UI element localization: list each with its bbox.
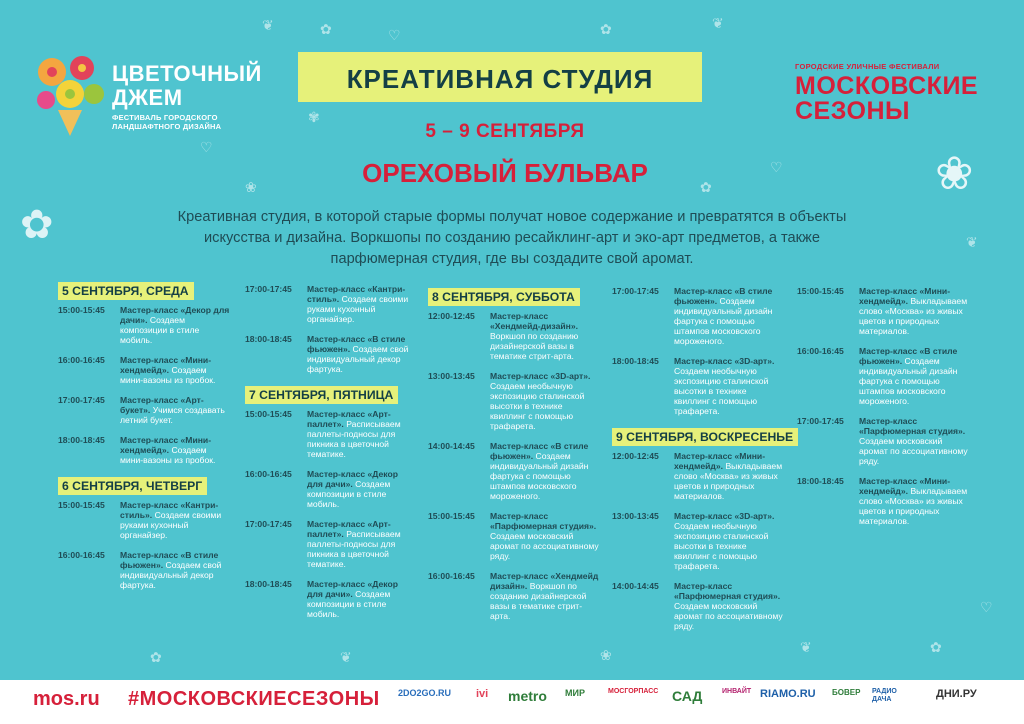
- event-title: Мастер-класс «В стиле фьюжен».: [859, 346, 958, 366]
- event-description: Расписываем паллеты-подносы для пикника в цветочной тематике.: [307, 419, 401, 459]
- event-title: Мастер-класс «Парфюмерная студия».: [490, 511, 597, 531]
- partner-logo: ivi: [476, 688, 489, 700]
- event-body: [120, 500, 230, 540]
- event-description: Создаем необычную экспозицию сталинской высотки в технике квиллинг с помощью трафарета.: [674, 366, 769, 416]
- schedule-event: [612, 356, 784, 416]
- day-events: [58, 500, 230, 590]
- event-description: Создаем свой индивидуальный декор фартука.: [120, 560, 222, 590]
- schedule-column-4: [612, 286, 794, 641]
- event-description: Создаем своими руками кухонный органайзер.: [307, 294, 409, 324]
- event-time: 15:00-15:45: [428, 511, 475, 521]
- partner-logo: БОВЕР: [832, 688, 861, 697]
- event-body: [859, 286, 969, 336]
- event-title: Мастер-класс «Декор для дачи».: [307, 469, 398, 489]
- event-description: Создаем индивидуальный дизайн фартука с помощью штампов московского мороженого.: [674, 296, 773, 346]
- festival-logo-subtitle: ФЕСТИВАЛЬ ГОРОДСКОГО ЛАНДШАФТНОГО ДИЗАЙНА: [112, 113, 222, 131]
- event-time: 13:00-13:45: [612, 511, 659, 521]
- day-events: [245, 284, 413, 374]
- event-body: [307, 409, 413, 459]
- leaf-icon: ❦: [262, 17, 274, 33]
- event-title: Мастер-класс «3D-арт».: [490, 371, 591, 381]
- event-description: Учимся создавать летний букет.: [120, 405, 225, 425]
- event-title: Мастер-класс «В стиле фьюжен».: [674, 286, 773, 306]
- event-body: [674, 511, 784, 571]
- partner-logo: РАДИО ДАЧА: [872, 688, 897, 703]
- flower-icon: ✿: [930, 639, 942, 655]
- flower-icon: ❀: [600, 647, 612, 663]
- event-description: Создаем московский аромат по ассоциативному ряду.: [490, 531, 599, 561]
- festival-logo-title: ЦВЕТОЧНЫЙ ДЖЕМ: [112, 61, 262, 110]
- flower-icon: ❀: [245, 179, 257, 195]
- event-time: 15:00-15:45: [58, 500, 105, 510]
- event-title: Мастер-класс «Арт-паллет».: [307, 519, 391, 539]
- schedule-event: [245, 409, 413, 459]
- hashtag: #МОСКОВСКИЕСЕЗОНЫ: [128, 688, 380, 710]
- site-link[interactable]: mos.ru: [33, 688, 100, 710]
- partner-logo: САД: [672, 688, 703, 704]
- event-description: Выкладываем слово «Москва» из живых цветов и природных материалов.: [859, 486, 968, 526]
- event-title: Мастер-класс «Парфюмерная студия».: [674, 581, 781, 601]
- event-body: [490, 511, 600, 561]
- schedule-event: [245, 284, 413, 324]
- partner-logo: RIAMO.RU: [760, 688, 816, 700]
- partner-logo: МИР: [565, 688, 585, 698]
- partner-logo: ДНИ.РУ: [936, 688, 977, 700]
- day-events: [245, 409, 413, 619]
- schedule-event: [245, 334, 413, 374]
- event-description: Воркшоп по созданию дизайнерской вазы в тематике стрит-арта.: [490, 581, 587, 621]
- day-events: [612, 286, 784, 416]
- event-body: [490, 571, 600, 621]
- schedule-event: [245, 579, 413, 619]
- schedule-event: [428, 311, 600, 361]
- schedule-event: [428, 511, 600, 561]
- event-description: Создаем своими руками кухонный органайзер.: [120, 510, 222, 540]
- event-time: 18:00-18:45: [612, 356, 659, 366]
- event-title: Мастер-класс «Мини-хендмейд».: [674, 451, 766, 471]
- schedule-event: [58, 550, 230, 590]
- day-header: 8 СЕНТЯБРЯ, СУББОТА: [428, 288, 580, 306]
- event-time: 18:00-18:45: [58, 435, 105, 445]
- event-time: 17:00-17:45: [245, 284, 292, 294]
- event-body: [674, 356, 784, 416]
- event-title: Мастер-класс «Мини-хендмейд».: [859, 286, 951, 306]
- event-description: Создаем композиции в стиле мобиль.: [120, 315, 200, 345]
- event-description: Создаем мини-вазоны из пробок.: [120, 445, 216, 465]
- schedule-event: [797, 286, 969, 336]
- day-events: [612, 451, 784, 631]
- schedule-event: [58, 355, 230, 385]
- event-time: 13:00-13:45: [428, 371, 475, 381]
- event-body: [674, 581, 784, 631]
- event-time: 15:00-15:45: [797, 286, 844, 296]
- event-body: [859, 346, 969, 406]
- event-time: 15:00-15:45: [245, 409, 292, 419]
- event-time: 15:00-15:45: [58, 305, 105, 315]
- event-title: Мастер-класс «Мини-хендмейд».: [120, 435, 212, 455]
- event-title: Мастер-класс «Кантри-стиль».: [120, 500, 219, 520]
- event-description: Выкладываем слово «Москва» из живых цветов и природных материалов.: [859, 296, 968, 336]
- event-time: 17:00-17:45: [58, 395, 105, 405]
- event-description: Создаем композиции в стиле мобиль.: [307, 589, 391, 619]
- event-place: ОРЕХОВЫЙ БУЛЬВАР: [362, 158, 648, 188]
- schedule-event: [245, 519, 413, 569]
- event-title: Мастер-класс «Декор для дачи».: [120, 305, 230, 325]
- event-title: Мастер-класс «3D-арт».: [674, 511, 775, 521]
- flower-icon: ✿: [320, 21, 332, 37]
- partner-logo: МОСГОРПАСС: [608, 688, 659, 695]
- schedule-event: [612, 511, 784, 571]
- heart-icon: ♡: [388, 27, 401, 43]
- flower-icon: ✿: [150, 649, 162, 665]
- day-header: 6 СЕНТЯБРЯ, ЧЕТВЕРГ: [58, 477, 207, 495]
- seasons-logo-caption: ГОРОДСКИЕ УЛИЧНЫЕ ФЕСТИВАЛИ: [795, 62, 940, 71]
- leaf-icon: ❦: [712, 15, 724, 31]
- heart-icon: ♡: [770, 159, 783, 175]
- schedule-event: [428, 441, 600, 501]
- day-events: [797, 286, 969, 526]
- schedule-event: [428, 371, 600, 431]
- schedule-event: [797, 476, 969, 526]
- schedule-event: [797, 346, 969, 406]
- event-description: Расписываем паллеты-подносы для пикника в цветочной тематике.: [307, 529, 401, 569]
- seasons-logo-title: МОСКОВСКИЕ СЕЗОНЫ: [795, 72, 979, 125]
- heart-icon: ♡: [200, 139, 213, 155]
- event-title: Мастер-класс «В стиле фьюжен».: [307, 334, 406, 354]
- event-description: Создаем мини-вазоны из пробок.: [120, 365, 216, 385]
- event-time: 16:00-16:45: [245, 469, 292, 479]
- event-body: [490, 311, 600, 361]
- event-time: 12:00-12:45: [612, 451, 659, 461]
- event-title: Мастер-класс «Мини-хендмейд».: [120, 355, 212, 375]
- event-body: [307, 519, 413, 569]
- event-title: Мастер-класс «В стиле фьюжен».: [490, 441, 589, 461]
- event-title: Мастер-класс «Хендмейд дизайн».: [490, 571, 599, 591]
- event-time: 18:00-18:45: [245, 334, 292, 344]
- schedule-event: [58, 305, 230, 345]
- day-header: 7 СЕНТЯБРЯ, ПЯТНИЦА: [245, 386, 398, 404]
- leaf-icon: ❦: [340, 649, 352, 665]
- leaf-icon: ❦: [800, 639, 812, 655]
- partner-logo: metro: [508, 688, 547, 704]
- event-description: Создаем индивидуальный дизайн фартука с помощью штампов московского мороженого.: [490, 451, 589, 501]
- event-body: [674, 286, 784, 346]
- event-time: 17:00-17:45: [245, 519, 292, 529]
- event-description: Воркшоп по созданию дизайнерской вазы в тематике стрит-арта.: [490, 331, 579, 361]
- day-header: 9 СЕНТЯБРЯ, ВОСКРЕСЕНЬЕ: [612, 428, 798, 446]
- event-body: [120, 305, 230, 345]
- day-header: 5 СЕНТЯБРЯ, СРЕДА: [58, 282, 194, 300]
- schedule-event: [612, 451, 784, 501]
- event-description: Создаем свой индивидуальный декор фартука.: [307, 344, 409, 374]
- event-description: Создаем индивидуальный дизайн фартука с помощью штампов московского мороженого.: [859, 356, 958, 406]
- schedule-event: [58, 395, 230, 425]
- partner-logo: ИНВАЙТ: [722, 688, 752, 695]
- schedule-event: [797, 416, 969, 466]
- event-description: Выкладываем слово «Москва» из живых цветов и природных материалов.: [674, 461, 783, 501]
- event-time: 17:00-17:45: [797, 416, 844, 426]
- day-events: [428, 311, 600, 621]
- event-time: 14:00-14:45: [428, 441, 475, 451]
- event-time: 12:00-12:45: [428, 311, 475, 321]
- intro-text: Креативная студия, в которой старые формы получат новое содержание и превратятся в объекты искусства и дизайна. Воркшопы по созданию ресайклинг-арт и эко-арт предметов, а также парфюмерная студия, где вы создадите свой аромат.: [177, 209, 847, 267]
- event-time: 16:00-16:45: [58, 355, 105, 365]
- leaf-icon: ❦: [966, 234, 978, 250]
- schedule-event: [612, 581, 784, 631]
- event-body: [674, 451, 784, 501]
- event-title: Мастер-класс «Кантри-стиль».: [307, 284, 406, 304]
- schedule-event: [58, 500, 230, 540]
- event-body: [307, 469, 413, 509]
- heart-icon: ♡: [980, 599, 993, 615]
- event-description: Создаем композиции в стиле мобиль.: [307, 479, 391, 509]
- event-body: [490, 371, 600, 431]
- event-body: [859, 476, 969, 526]
- event-title: Мастер-класс «Арт-букет».: [120, 395, 204, 415]
- event-description: Создаем необычную экспозицию сталинской высотки в технике квиллинг с помощью трафарета.: [490, 381, 585, 431]
- event-time: 18:00-18:45: [245, 579, 292, 589]
- flower-icon: ✿: [600, 21, 612, 37]
- festival-logo-flowers: [30, 48, 110, 138]
- title-banner: [298, 52, 702, 102]
- schedule-event: [612, 286, 784, 346]
- event-description: Создаем московский аромат по ассоциативному ряду.: [859, 436, 968, 466]
- event-body: [307, 334, 413, 374]
- event-time: 14:00-14:45: [612, 581, 659, 591]
- event-body: [307, 284, 413, 324]
- event-title: Мастер-класс «Парфюмерная студия».: [859, 416, 966, 436]
- day-events: [58, 305, 230, 465]
- event-body: [120, 550, 230, 590]
- event-description: Создаем необычную экспозицию сталинской высотки в технике квиллинг с помощью трафарета.: [674, 521, 769, 571]
- event-body: [120, 435, 230, 465]
- page-title: КРЕАТИВНАЯ СТУДИЯ: [346, 64, 654, 94]
- event-body: [859, 416, 969, 466]
- event-time: 16:00-16:45: [797, 346, 844, 356]
- event-title: Мастер-класс «Арт-паллет».: [307, 409, 391, 429]
- schedule-event: [245, 469, 413, 509]
- event-title: Мастер-класс «Хендмейд-дизайн».: [490, 311, 578, 331]
- schedule-column-1: [58, 282, 230, 600]
- event-title: Мастер-класс «В стиле фьюжен».: [120, 550, 219, 570]
- flower-cluster-icon: ❀: [935, 147, 974, 199]
- partner-logo: 2DO2GO.RU: [398, 688, 452, 698]
- event-body: [120, 395, 230, 425]
- event-body: [307, 579, 413, 619]
- schedule-column-3: [428, 288, 600, 631]
- flower-icon: ✿: [700, 179, 712, 195]
- event-time: 18:00-18:45: [797, 476, 844, 486]
- schedule-column-5: [797, 286, 969, 536]
- event-title: Мастер-класс «Мини-хендмейд».: [859, 476, 951, 496]
- event-title: Мастер-класс «3D-арт».: [674, 356, 775, 366]
- event-description: Создаем московский аромат по ассоциативному ряду.: [674, 601, 783, 631]
- tulip-icon: ✾: [308, 109, 320, 125]
- schedule-event: [58, 435, 230, 465]
- event-title: Мастер-класс «Декор для дачи».: [307, 579, 398, 599]
- flower-cluster-icon: ✿: [20, 203, 54, 247]
- schedule-event: [428, 571, 600, 621]
- event-time: 16:00-16:45: [428, 571, 475, 581]
- event-time: 16:00-16:45: [58, 550, 105, 560]
- event-time: 17:00-17:45: [612, 286, 659, 296]
- event-body: [490, 441, 600, 501]
- schedule-column-2: [245, 284, 413, 629]
- event-dates: 5 – 9 СЕНТЯБРЯ: [425, 121, 585, 142]
- event-body: [120, 355, 230, 385]
